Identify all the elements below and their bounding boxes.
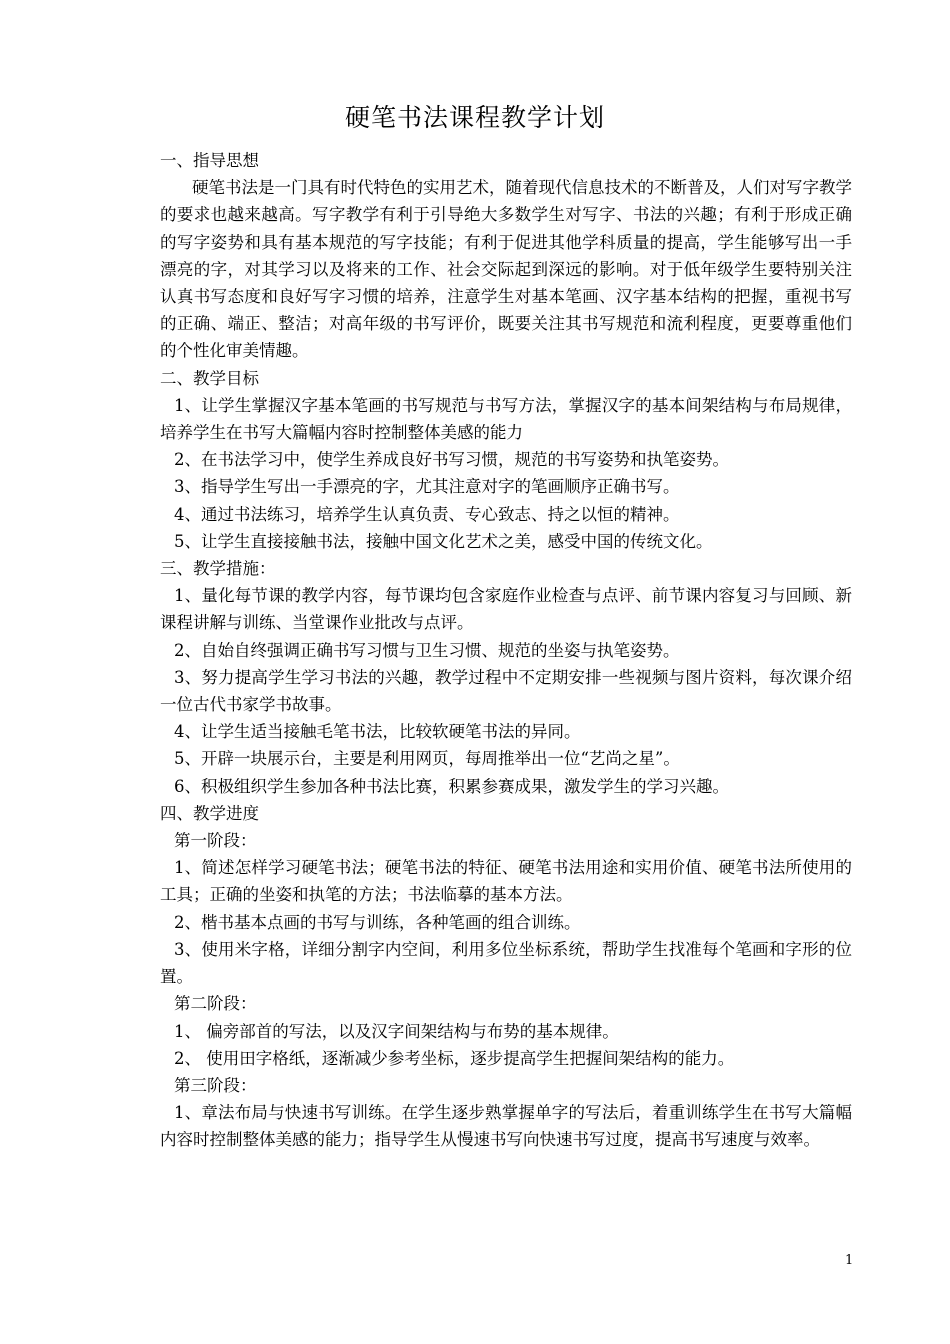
- list-item: 2、楷书基本点画的书写与训练，各种笔画的组合训练。: [174, 912, 581, 932]
- list-item: 6、积极组织学生参加各种书法比赛，积累参赛成果，激发学生的学习兴趣。: [174, 776, 729, 796]
- section-heading-teaching-measures: 三、教学措施：: [160, 559, 276, 579]
- document-body: [160, 147, 852, 1154]
- stage-label: 第三阶段：: [174, 1075, 257, 1095]
- list-item: 2、在书法学习中，使学生养成良好书写习惯，规范的书写姿势和执笔姿势。: [174, 450, 729, 470]
- list-item: 3、努力提高学生学习书法的兴趣，教学过程中不定期安排一些视频与图片资料，每次课介绍一位古代书家学书故事。: [160, 667, 852, 715]
- list-item: 2、 使用田字格纸，逐渐减少参考坐标，逐步提高学生把握间架结构的能力。: [174, 1048, 735, 1068]
- list-item: 1、简述怎样学习硬笔书法；硬笔书法的特征、硬笔书法用途和实用价值、硬笔书法所使用的工具；正确的坐姿和执笔的方法；书法临摹的基本方法。: [160, 858, 852, 905]
- page-number: 1: [845, 1253, 854, 1268]
- stage-label: 第一阶段：: [174, 831, 257, 851]
- document-title: 硬笔书法课程教学计划: [344, 103, 605, 132]
- list-item: 4、通过书法练习，培养学生认真负责、专心致志、持之以恒的精神。: [174, 504, 680, 524]
- section-heading-guiding-ideology: 一、指导思想: [160, 151, 259, 170]
- section-paragraph-guiding-ideology: 硬笔书法是一门具有时代特色的实用艺术，随着现代信息技术的不断普及，人们对写字教学的要求也越来越高。写字教学有利于引导绝大多数学生对写字、书法的兴趣；有利于形成正确的写字姿势和具有基本规范的写字技能；有利于促进其他学科质量的提高，学生能够写出一手漂亮的字，对其学习以及将来的工作、社会交际起到深远的影响。对于低年级学生要特别关注认真书写态度和良好写字习惯的培养，注意学生对基本笔画、汉字基本结构的把握，重视书写的正确、端正、整洁；对高年级的书写评价，既要关注其书写规范和流利程度，更要尊重他们的个性化审美情趣。: [160, 178, 852, 361]
- stage-label: 第二阶段：: [174, 994, 257, 1014]
- list-item: 3、使用米字格，详细分割字内空间，利用多位坐标系统，帮助学生找准每个笔画和字形的位置。: [160, 939, 852, 987]
- list-item: 3、指导学生写出一手漂亮的字，尤其注意对字的笔画顺序正确书写。: [174, 477, 680, 497]
- list-item: 5、让学生直接接触书法，接触中国文化艺术之美，感受中国的传统文化。: [174, 531, 713, 551]
- list-item: 1、让学生掌握汉字基本笔画的书写规范与书写方法，掌握汉字的基本间架结构与布局规律，培养学生在书写大篇幅内容时控制整体美感的能力: [160, 395, 852, 443]
- list-item: 1、章法布局与快速书写训练。在学生逐步熟掌握单字的写法后，着重训练学生在书写大篇幅内容时控制整体美感的能力；指导学生从慢速书写向快速书写过度，提高书写速度与效率。: [160, 1103, 852, 1150]
- list-item: 5、开辟一块展示台，主要是利用网页，每周推举出一位“艺尚之星”。: [174, 749, 680, 769]
- list-item: 1、量化每节课的教学内容，每节课均包含家庭作业检查与点评、前节课内容复习与回顾、新课程讲解与训练、当堂课作业批改与点评。: [160, 586, 852, 633]
- section-heading-teaching-progress: 四、教学进度: [160, 803, 259, 823]
- section-heading-teaching-goals: 二、教学目标: [160, 368, 259, 388]
- list-item: 4、让学生适当接触毛笔书法，比较软硬笔书法的异同。: [174, 722, 581, 742]
- list-item: 2、自始自终强调正确书写习惯与卫生习惯、规范的坐姿与执笔姿势。: [174, 640, 680, 660]
- list-item: 1、 偏旁部首的写法，以及汉字间架结构与布势的基本规律。: [174, 1021, 619, 1041]
